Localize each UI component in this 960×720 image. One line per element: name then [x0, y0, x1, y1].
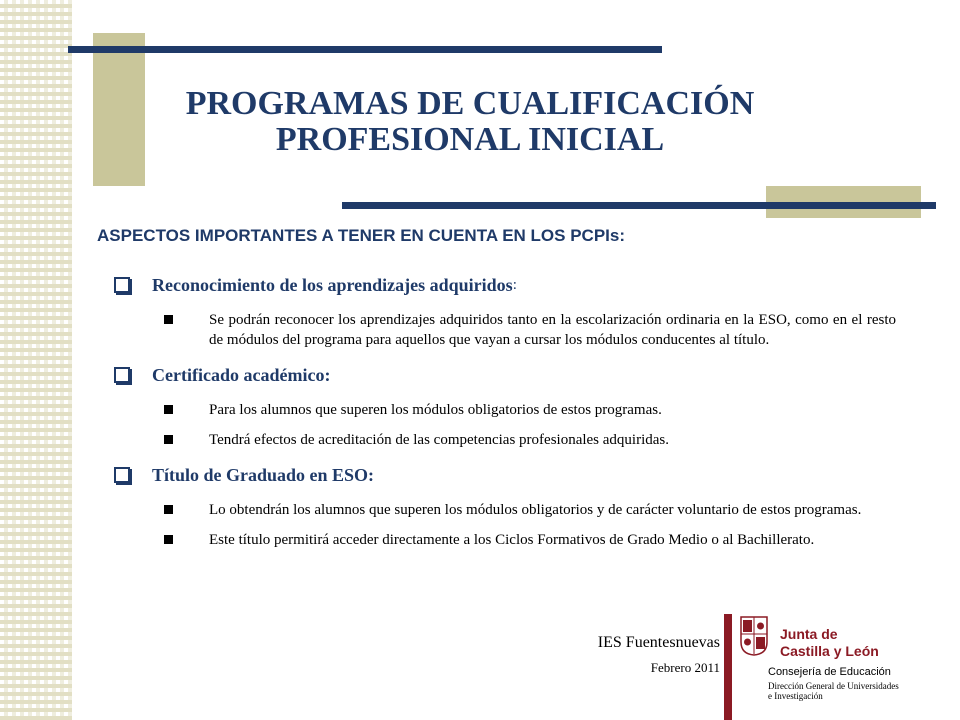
section-titulo-graduado	[110, 460, 896, 550]
section-heading	[110, 270, 896, 300]
decorative-bar-top	[68, 46, 662, 53]
checkbox-bullet-icon	[114, 277, 130, 293]
section-heading-suffix: :	[512, 276, 517, 293]
section-heading	[110, 360, 896, 390]
junta-logo-text	[780, 626, 879, 660]
list-item-text: Tendrá efectos de acreditación de las competencias profesionales adquiridas.	[209, 432, 669, 448]
page-title	[150, 86, 790, 158]
section-items	[164, 310, 896, 350]
list-item	[164, 400, 896, 420]
square-bullet-icon	[164, 315, 173, 324]
title-line-1: PROGRAMAS DE CUALIFICACIÓN	[185, 85, 755, 122]
logo-line-1: Junta de	[780, 626, 838, 642]
decorative-box-left	[93, 33, 145, 186]
section-items	[164, 400, 896, 450]
footer-school-name: IES Fuentesnuevas	[597, 634, 720, 651]
footer-date: Febrero 2011	[650, 660, 720, 675]
checkbox-bullet-icon	[114, 467, 130, 483]
list-item	[164, 310, 896, 350]
title-line-2: PROFESIONAL INICIAL	[275, 121, 665, 158]
consejeria-label: Consejería de Educación	[768, 666, 891, 678]
list-item-text: Para los alumnos que superen los módulos obligatorios de estos programas.	[209, 402, 662, 418]
square-bullet-icon	[164, 435, 173, 444]
list-item-text: Lo obtendrán los alumnos que superen los módulos obligatorios y de carácter voluntario de estos programas.	[209, 502, 862, 518]
list-item	[164, 430, 896, 450]
decorative-bar-middle	[342, 202, 936, 209]
section-heading-text: Reconocimiento de los aprendizajes adquiridos	[152, 274, 513, 295]
square-bullet-icon	[164, 505, 173, 514]
section-heading-text: Certificado académico:	[152, 364, 331, 385]
list-item-text: Se podrán reconocer los aprendizajes adquiridos tanto en la escolarización ordinaria en la ESO, como en el resto de módulos del programa para aquellos que vayan a cursar los módulos conducentes al título.	[209, 312, 896, 348]
section-subtitle: ASPECTOS IMPORTANTES A TENER EN CUENTA EN LOS PCPIs:	[97, 226, 625, 245]
logo-line-2: Castilla y León	[780, 643, 879, 659]
square-bullet-icon	[164, 405, 173, 414]
section-items	[164, 500, 896, 550]
section-heading	[110, 460, 896, 490]
footer-divider	[724, 614, 732, 720]
direccion-line-2: e Investigación	[768, 691, 823, 701]
coat-of-arms-icon	[740, 616, 768, 656]
direccion-line-1: Dirección General de Universidades	[768, 681, 899, 691]
section-reconocimiento	[110, 270, 896, 350]
list-item	[164, 500, 896, 520]
section-heading-text: Título de Graduado en ESO:	[152, 464, 375, 485]
list-item-text: Este título permitirá acceder directamente a los Ciclos Formativos de Grado Medio o al Bachillerato.	[209, 532, 815, 548]
content-body	[110, 270, 896, 560]
section-certificado	[110, 360, 896, 450]
decorative-stripes	[0, 0, 72, 720]
list-item	[164, 530, 896, 550]
checkbox-bullet-icon	[114, 367, 130, 383]
direccion-label	[768, 681, 938, 701]
square-bullet-icon	[164, 535, 173, 544]
